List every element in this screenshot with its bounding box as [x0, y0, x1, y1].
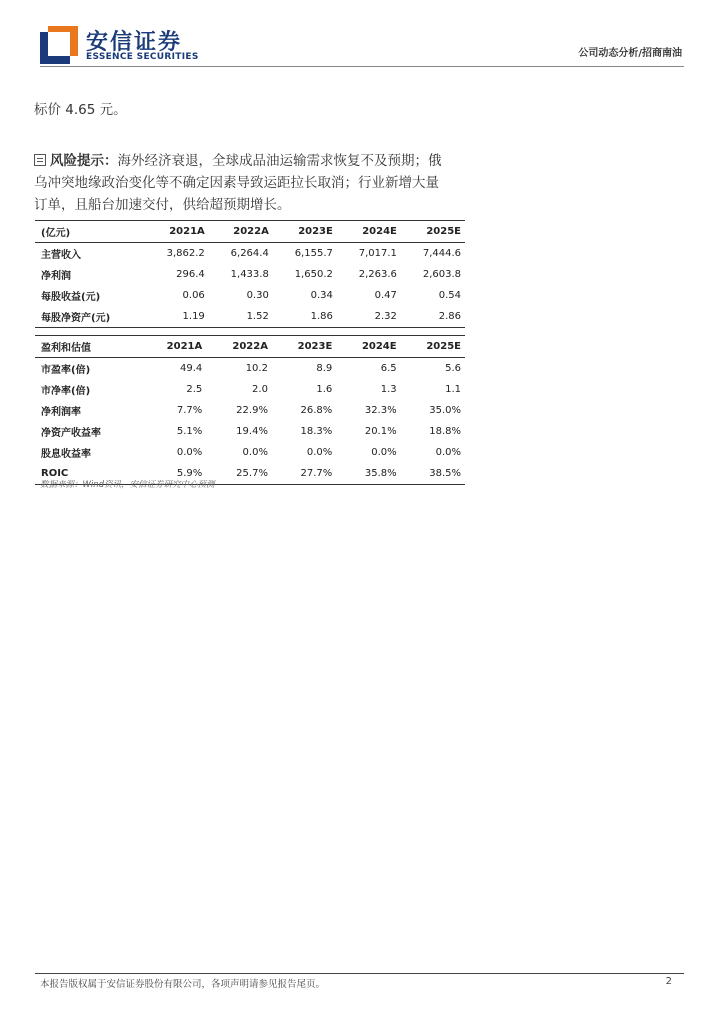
- table-cell: 0.06: [182, 290, 205, 301]
- table-row: [35, 243, 465, 265]
- header-cell: 2021A: [145, 221, 209, 243]
- table-cell: 19.4%: [236, 426, 268, 437]
- list-icon: [34, 154, 46, 166]
- row-label: 每股净资产(元): [35, 306, 145, 328]
- table-cell: 8.9: [316, 363, 333, 374]
- table-cell: 0.34: [310, 290, 333, 301]
- table-cell: 296.4: [176, 269, 205, 280]
- table-cell: 6.5: [380, 363, 397, 374]
- table-cell: 35.0%: [429, 405, 461, 416]
- table-cell: 5.9%: [141, 463, 207, 485]
- table-cell: 0.0%: [242, 447, 268, 458]
- table-cell: 2.86: [401, 306, 465, 328]
- table-cell: 2.0: [252, 384, 268, 395]
- data-source-note: 数据来源：Wind资讯，安信证券研究中心预测: [40, 480, 215, 490]
- table-cell: 2.32: [337, 306, 401, 328]
- table-cell: 0.0%: [371, 447, 397, 458]
- table-cell: 10.2: [245, 363, 268, 374]
- table-cell: 1.1: [445, 384, 461, 395]
- table-cell: 20.1%: [364, 426, 397, 437]
- table-cell: 0.30: [246, 290, 269, 301]
- header-divider: [40, 66, 684, 67]
- table-cell: 49.4: [179, 363, 203, 374]
- table-cell: 1.52: [209, 306, 273, 328]
- page-number: 2: [665, 976, 672, 987]
- table-cell: 6,155.7: [294, 248, 333, 259]
- header-cell: 2021A: [141, 336, 207, 358]
- table-row: [35, 379, 465, 400]
- row-label: 净利润率: [41, 407, 81, 418]
- header-cell: 2024E: [336, 336, 400, 358]
- table-cell: 2.5: [186, 384, 203, 395]
- table-row: [35, 358, 465, 380]
- row-label: 净利润: [41, 271, 71, 282]
- valuation-table: [35, 335, 465, 485]
- table-cell: 7,444.6: [422, 248, 461, 259]
- row-label: 市盈率(倍): [41, 365, 91, 376]
- table-cell: 27.7%: [272, 463, 336, 485]
- logo-text-en: ESSENCE SECURITIES: [86, 52, 199, 62]
- header-cell: 2025E: [401, 221, 465, 243]
- footer-divider: [35, 973, 684, 974]
- table-cell: 6,264.4: [230, 248, 269, 259]
- table-row: [35, 285, 465, 306]
- table-cell: 5.6: [445, 363, 461, 374]
- table-row: [35, 421, 465, 442]
- report-category: 公司动态分析/招商南油: [578, 48, 682, 59]
- row-label: 净资产收益率: [41, 428, 101, 439]
- row-label: 主营收入: [41, 250, 81, 261]
- row-label: ROIC: [35, 463, 141, 485]
- table-cell: 0.0%: [176, 447, 203, 458]
- table-row: [35, 306, 465, 328]
- table-cell: 2,603.8: [422, 269, 461, 280]
- logo-mark-icon: [40, 26, 78, 64]
- table-cell: 2,263.6: [358, 269, 397, 280]
- risk-warning: [34, 150, 444, 216]
- table-cell: 5.1%: [176, 426, 203, 437]
- header-cell: 2024E: [337, 221, 401, 243]
- table-cell: 0.0%: [306, 447, 333, 458]
- table-cell: 7.7%: [176, 405, 203, 416]
- table-cell: 26.8%: [300, 405, 333, 416]
- header-cell: 盈利和估值: [35, 336, 141, 358]
- table-header-row: [35, 221, 465, 243]
- row-label: 市净率(倍): [41, 386, 91, 397]
- table-cell: 22.9%: [236, 405, 268, 416]
- table-cell: 0.54: [438, 290, 461, 301]
- table-cell: 0.0%: [435, 447, 461, 458]
- header-cell: (亿元): [35, 221, 145, 243]
- table-cell: 1.19: [145, 306, 209, 328]
- table-header-row: [35, 336, 465, 358]
- table-cell: 1,650.2: [294, 269, 333, 280]
- table-row: [35, 400, 465, 421]
- header-cell: 2023E: [272, 336, 336, 358]
- row-label: 股息收益率: [41, 449, 91, 460]
- table-cell: 3,862.2: [166, 248, 205, 259]
- risk-title: 风险提示：: [50, 153, 118, 169]
- header-cell: 2022A: [206, 336, 272, 358]
- table-row: [35, 264, 465, 285]
- table-cell: 25.7%: [206, 463, 272, 485]
- table-cell: 1.86: [273, 306, 337, 328]
- risk-text: 海外经济衰退，全球成品油运输需求恢复不及预期；俄乌冲突地缘政治变化等不确定因素导致运距拉长取消；行业新增大量订单，且船台加速交付，供给超预期增长。: [34, 153, 442, 213]
- header-cell: 2023E: [273, 221, 337, 243]
- company-logo: [40, 24, 200, 66]
- table-row: [35, 442, 465, 463]
- table-cell: 1.3: [380, 384, 397, 395]
- table-cell: 18.8%: [429, 426, 461, 437]
- row-label: 每股收益(元): [41, 292, 101, 303]
- table-cell: 38.5%: [401, 463, 465, 485]
- logo-text-cn: 安信证券: [86, 30, 183, 55]
- table-cell: 1,433.8: [230, 269, 269, 280]
- table-cell: 32.3%: [364, 405, 397, 416]
- table-cell: 7,017.1: [358, 248, 397, 259]
- table-cell: 18.3%: [300, 426, 333, 437]
- target-price-line: 标价 4.65 元。: [34, 102, 127, 118]
- footer-disclaimer: 本报告版权属于安信证券股份有限公司，各项声明请参见报告尾页。: [40, 979, 326, 990]
- financial-summary-table: [35, 220, 465, 328]
- table-cell: 1.6: [316, 384, 333, 395]
- header-cell: 2025E: [401, 336, 465, 358]
- table-cell: 35.8%: [336, 463, 400, 485]
- header-cell: 2022A: [209, 221, 273, 243]
- table-cell: 0.47: [374, 290, 397, 301]
